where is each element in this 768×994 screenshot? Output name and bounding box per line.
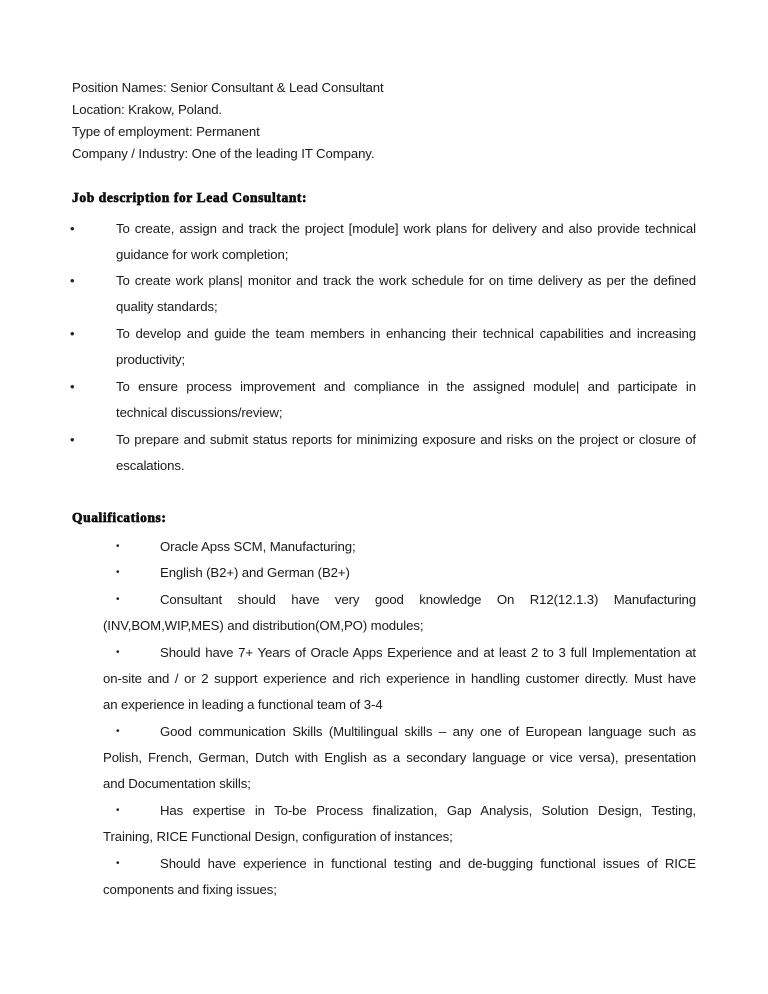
list-item-text: components and fixing issues; <box>103 882 277 897</box>
bullet-icon: • <box>116 647 120 658</box>
job-description-heading: Job description for Lead Consultant: <box>72 190 308 205</box>
list-item-text: productivity; <box>116 352 186 367</box>
bullet-icon: • <box>70 432 75 447</box>
list-item-text: an experience in leading a functional team of 3-4 <box>103 697 383 712</box>
list-item-text: Should have 7+ Years of Oracle Apps Experience and at least 2 to 3 full Implementation at <box>160 645 696 660</box>
list-item-text: technical discussions/review; <box>116 405 283 420</box>
list-item-text: (INV,BOM,WIP,MES) and distribution(OM,PO) modules; <box>103 618 424 633</box>
bullet-icon: • <box>116 858 120 869</box>
list-item-text: To create, assign and track the project [module] work plans for delivery and also provide technical <box>116 221 696 236</box>
list-item-text: guidance for work completion; <box>116 247 289 262</box>
list-item-text: Training, RICE Functional Design, configuration of instances; <box>103 829 453 844</box>
list-item-text: To develop and guide the team members in enhancing their technical capabilities and increasing <box>116 326 696 341</box>
list-item-text: quality standards; <box>116 299 218 314</box>
list-item-text: Has expertise in To-be Process finalization, Gap Analysis, Solution Design, Testing, <box>160 803 696 818</box>
position-names: Position Names: Senior Consultant & Lead Consultant <box>72 80 384 95</box>
list-item-text: Oracle Apss SCM, Manufacturing; <box>160 539 356 554</box>
bullet-icon: • <box>116 594 120 605</box>
qualifications-heading: Qualifications: <box>72 510 167 525</box>
list-item-text: and Documentation skills; <box>103 776 251 791</box>
location: Location: Krakow, Poland. <box>72 102 222 117</box>
bullet-icon: • <box>70 326 75 341</box>
list-item-text: To ensure process improvement and compliance in the assigned module| and participate in <box>116 379 696 394</box>
bullet-icon: • <box>70 221 75 236</box>
bullet-icon: • <box>116 541 120 552</box>
bullet-icon: • <box>116 567 120 578</box>
bullet-icon: • <box>70 379 75 394</box>
list-item-text: To prepare and submit status reports for minimizing exposure and risks on the project or closure of <box>116 432 696 447</box>
employment-type: Type of employment: Permanent <box>72 124 260 139</box>
bullet-icon: • <box>116 726 120 737</box>
list-item-text: Consultant should have very good knowledge On R12(12.1.3) Manufacturing <box>160 592 696 607</box>
list-item-text: To create work plans| monitor and track the work schedule for on time delivery as per the defined <box>116 273 696 288</box>
list-item-text: escalations. <box>116 458 185 473</box>
bullet-icon: • <box>116 805 120 816</box>
list-item-text: Should have experience in functional testing and de-bugging functional issues of RICE <box>160 856 696 871</box>
list-item-text: Good communication Skills (Multilingual skills – any one of European language such as <box>160 724 696 739</box>
bullet-icon: • <box>70 273 75 288</box>
company-industry: Company / Industry: One of the leading IT Company. <box>72 146 375 161</box>
list-item-text: on-site and / or 2 support experience and rich experience in handling customer directly. Must have <box>103 671 696 686</box>
list-item-text: Polish, French, German, Dutch with English as a secondary language or vice versa), presentation <box>103 750 696 765</box>
list-item-text: English (B2+) and German (B2+) <box>160 565 350 580</box>
